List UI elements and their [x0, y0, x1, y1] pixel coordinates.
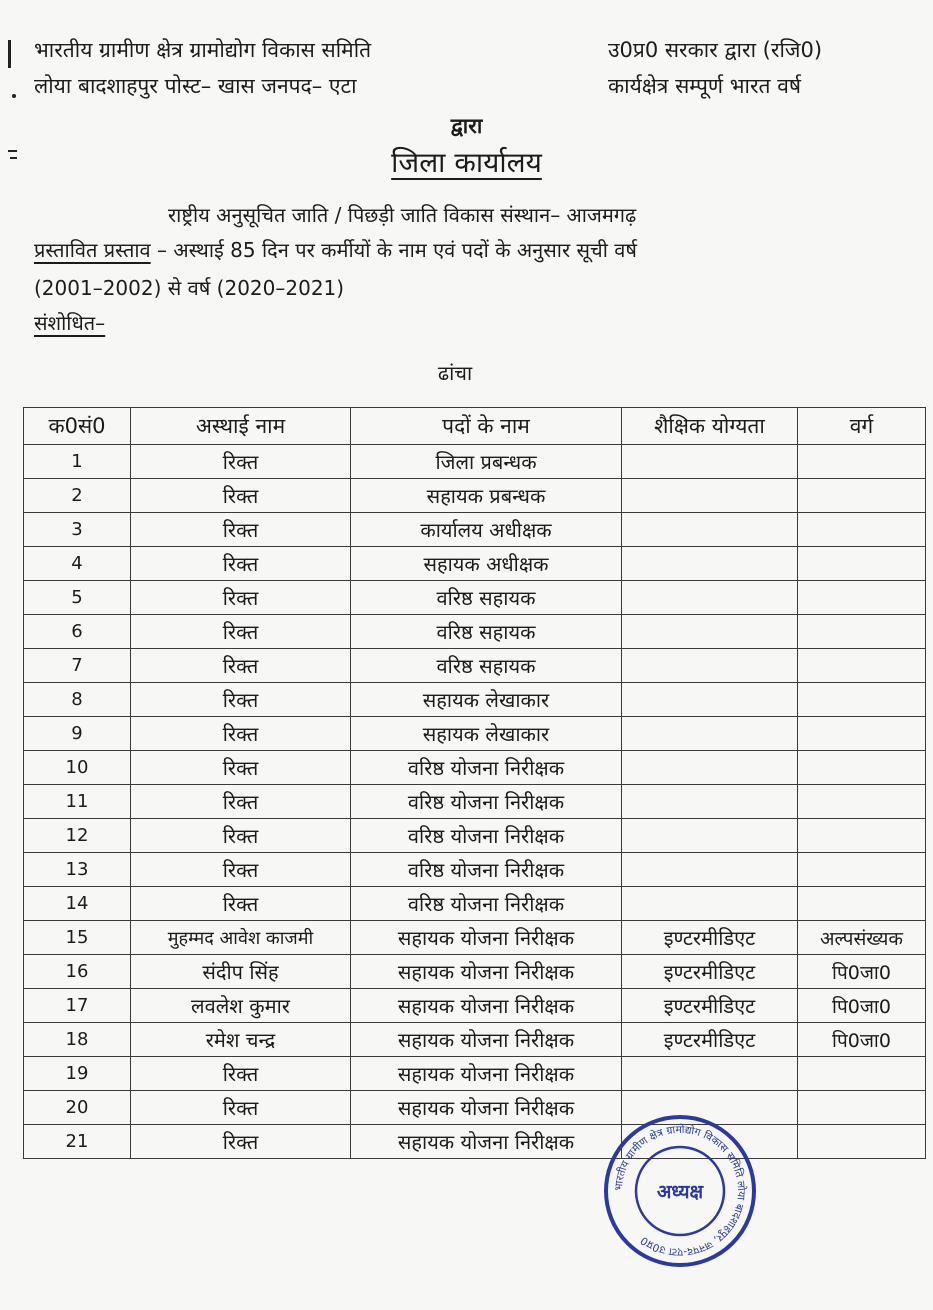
cell-serial: 19: [24, 1057, 131, 1091]
cell-post: सहायक लेखाकार: [351, 717, 622, 751]
cell-serial: 20: [24, 1091, 131, 1125]
cell-post: सहायक योजना निरीक्षक: [351, 1057, 622, 1091]
cell-post: सहायक योजना निरीक्षक: [351, 955, 622, 989]
header-qualification: शैक्षिक योग्यता: [622, 408, 798, 445]
proposal-label: प्रस्तावित प्रस्ताव: [34, 238, 151, 262]
cell-post: वरिष्ठ सहायक: [351, 649, 622, 683]
cell-category: पि0जा0: [798, 1023, 926, 1057]
cell-category: [798, 479, 926, 513]
cell-name: मुहम्मद आवेश काजमी: [131, 921, 351, 955]
cell-serial: 13: [24, 853, 131, 887]
table-row: [24, 717, 926, 751]
cell-post: सहायक योजना निरीक्षक: [351, 1125, 622, 1159]
seal-ring-text: भारतीय ग्रामीण क्षेत्र ग्रामोद्योग विकास समिति लोया बादशाहपुर, जनपद-एटा उ0प्र0: [612, 1123, 748, 1259]
cell-category: [798, 547, 926, 581]
cell-category: [798, 649, 926, 683]
cell-name: संदीप सिंह: [131, 955, 351, 989]
cell-qualification: [622, 853, 798, 887]
by-label: द्वारा: [450, 114, 483, 138]
cell-post: सहायक योजना निरीक्षक: [351, 1091, 622, 1125]
cell-serial: 11: [24, 785, 131, 819]
cell-name: रिक्त: [131, 751, 351, 785]
table-body: [24, 445, 926, 1159]
cell-qualification: [622, 819, 798, 853]
cell-name: रमेश चन्द्र: [131, 1023, 351, 1057]
cell-qualification: [622, 615, 798, 649]
cell-serial: 4: [24, 547, 131, 581]
cell-post: वरिष्ठ योजना निरीक्षक: [351, 819, 622, 853]
cell-qualification: [622, 581, 798, 615]
cell-post: वरिष्ठ सहायक: [351, 581, 622, 615]
cell-serial: 14: [24, 887, 131, 921]
cell-serial: 8: [24, 683, 131, 717]
cell-name: रिक्त: [131, 581, 351, 615]
cell-category: [798, 683, 926, 717]
cell-category: [798, 1057, 926, 1091]
cell-category: [798, 785, 926, 819]
table-row: [24, 853, 926, 887]
cell-post: जिला प्रबन्धक: [351, 445, 622, 479]
table-row: [24, 989, 926, 1023]
cell-qualification: [622, 1057, 798, 1091]
cell-qualification: इण्टरमीडिएट: [622, 1023, 798, 1057]
table-row: [24, 683, 926, 717]
cell-category: [798, 615, 926, 649]
cell-post: कार्यालय अधीक्षक: [351, 513, 622, 547]
cell-name: रिक्त: [131, 649, 351, 683]
table-row: [24, 887, 926, 921]
cell-name: रिक्त: [131, 479, 351, 513]
table-header-row: [24, 408, 926, 445]
cell-category: [798, 819, 926, 853]
table-row: [24, 921, 926, 955]
cell-name: रिक्त: [131, 819, 351, 853]
table-row: [24, 445, 926, 479]
cell-category: [798, 887, 926, 921]
table-row: [24, 479, 926, 513]
cell-qualification: [622, 547, 798, 581]
cell-qualification: [622, 887, 798, 921]
margin-mark: [8, 40, 11, 68]
cell-category: [798, 717, 926, 751]
cell-post: सहायक योजना निरीक्षक: [351, 921, 622, 955]
cell-serial: 10: [24, 751, 131, 785]
office-title: जिला कार्यालय: [391, 146, 542, 179]
header-category: वर्ग: [798, 408, 926, 445]
cell-category: [798, 513, 926, 547]
cell-category: पि0जा0: [798, 955, 926, 989]
cell-serial: 15: [24, 921, 131, 955]
cell-name: रिक्त: [131, 1125, 351, 1159]
registration: उ0प्र0 सरकार द्वारा (रजि0): [608, 38, 823, 62]
cell-qualification: [622, 717, 798, 751]
cell-serial: 1: [24, 445, 131, 479]
cell-post: सहायक प्रबन्धक: [351, 479, 622, 513]
cell-category: अल्पसंख्यक: [798, 921, 926, 955]
cell-post: सहायक योजना निरीक्षक: [351, 989, 622, 1023]
cell-category: [798, 751, 926, 785]
cell-post: वरिष्ठ योजना निरीक्षक: [351, 853, 622, 887]
header-name: अस्थाई नाम: [131, 408, 351, 445]
table-row: [24, 785, 926, 819]
cell-category: [798, 1091, 926, 1125]
org-name: भारतीय ग्रामीण क्षेत्र ग्रामोद्योग विकास समिति: [34, 38, 372, 62]
margin-mark: [12, 94, 16, 98]
table-row: [24, 1125, 926, 1159]
cell-serial: 21: [24, 1125, 131, 1159]
cell-serial: 9: [24, 717, 131, 751]
cell-post: सहायक योजना निरीक्षक: [351, 1023, 622, 1057]
cell-serial: 17: [24, 989, 131, 1023]
table-row: [24, 1091, 926, 1125]
cell-name: रिक्त: [131, 615, 351, 649]
table-row: [24, 615, 926, 649]
cell-post: सहायक अधीक्षक: [351, 547, 622, 581]
cell-name: लवलेश कुमार: [131, 989, 351, 1023]
cell-qualification: [622, 751, 798, 785]
work-area: कार्यक्षेत्र सम्पूर्ण भारत वर्ष: [608, 74, 802, 98]
cell-category: [798, 445, 926, 479]
table-row: [24, 955, 926, 989]
table-row: [24, 751, 926, 785]
cell-qualification: [622, 649, 798, 683]
cell-category: [798, 853, 926, 887]
proposal-line: [34, 240, 637, 260]
table-row: [24, 1023, 926, 1057]
proposal-text: – अस्थाई 85 दिन पर कर्मीयों के नाम एवं पदों के अनुसार सूची वर्ष: [150, 238, 637, 262]
president-seal: [601, 1112, 759, 1270]
cell-name: रिक्त: [131, 683, 351, 717]
cell-post: सहायक लेखाकार: [351, 683, 622, 717]
cell-category: पि0जा0: [798, 989, 926, 1023]
cell-qualification: इण्टरमीडिएट: [622, 989, 798, 1023]
org-address: लोया बादशाहपुर पोस्ट– खास जनपद– एटा: [34, 74, 357, 98]
cell-serial: 3: [24, 513, 131, 547]
cell-name: रिक्त: [131, 887, 351, 921]
cell-name: रिक्त: [131, 547, 351, 581]
cell-serial: 16: [24, 955, 131, 989]
cell-post: वरिष्ठ योजना निरीक्षक: [351, 887, 622, 921]
cell-serial: 5: [24, 581, 131, 615]
cell-name: रिक्त: [131, 853, 351, 887]
cell-qualification: इण्टरमीडिएट: [622, 955, 798, 989]
amended-label: संशोधित–: [34, 311, 106, 335]
cell-name: रिक्त: [131, 513, 351, 547]
table-row: [24, 581, 926, 615]
proposal-years: (2001–2002) से वर्ष (2020–2021): [34, 276, 345, 300]
table-row: [24, 513, 926, 547]
cell-name: रिक्त: [131, 785, 351, 819]
cell-post: वरिष्ठ योजना निरीक्षक: [351, 785, 622, 819]
cell-name: रिक्त: [131, 445, 351, 479]
header-serial: क0सं0: [24, 408, 131, 445]
cell-qualification: इण्टरमीडिएट: [622, 921, 798, 955]
cell-qualification: [622, 479, 798, 513]
cell-qualification: [622, 513, 798, 547]
cell-category: [798, 1125, 926, 1159]
cell-qualification: [622, 683, 798, 717]
cell-serial: 2: [24, 479, 131, 513]
cell-post: वरिष्ठ योजना निरीक्षक: [351, 751, 622, 785]
cell-post: वरिष्ठ सहायक: [351, 615, 622, 649]
cell-category: [798, 581, 926, 615]
seal-center-text: अध्यक्ष: [656, 1181, 704, 1203]
cell-name: रिक्त: [131, 1057, 351, 1091]
table-row: [24, 547, 926, 581]
cell-serial: 12: [24, 819, 131, 853]
cell-serial: 6: [24, 615, 131, 649]
table-row: [24, 819, 926, 853]
structure-label: ढांचा: [437, 361, 473, 385]
cell-serial: 7: [24, 649, 131, 683]
cell-qualification: [622, 445, 798, 479]
staff-roster-table: [23, 407, 926, 1159]
institute-line: राष्ट्रीय अनुसूचित जाति / पिछड़ी जाति विकास संस्थान– आजमगढ़: [168, 203, 637, 227]
table-row: [24, 1057, 926, 1091]
table-row: [24, 649, 926, 683]
cell-name: रिक्त: [131, 1091, 351, 1125]
office-title-wrap: [0, 143, 933, 181]
cell-name: रिक्त: [131, 717, 351, 751]
cell-serial: 18: [24, 1023, 131, 1057]
cell-qualification: [622, 785, 798, 819]
header-post: पदों के नाम: [351, 408, 622, 445]
